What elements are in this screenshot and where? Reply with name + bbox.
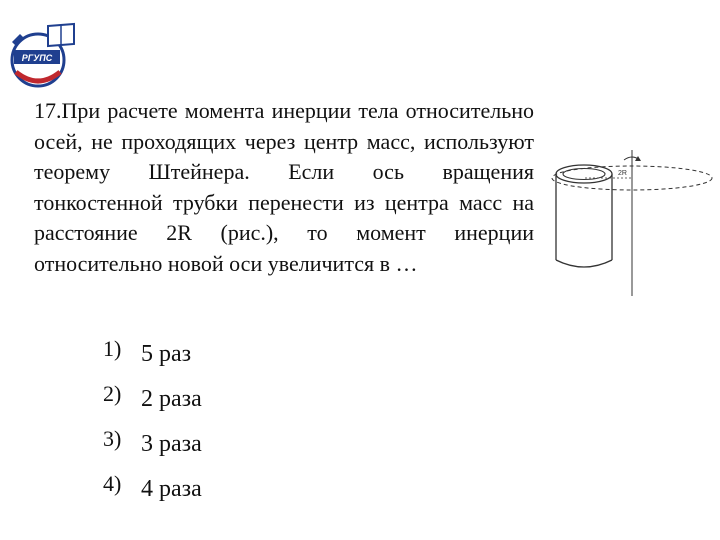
answer-text: 2 раза (141, 386, 202, 412)
answer-number: 1) (103, 336, 122, 361)
answer-number: 2) (103, 381, 122, 406)
answer-option-4[interactable] (103, 467, 202, 512)
question-text: 17.При расчете момента инерции тела относительно осей, не проходящих через центр масс, используют теорему Штейнера. Если ось вращения тонкостенной трубки перенести из центра масс на расстояние 2R (рис.), то момент инерции относительно новой оси увеличится в … (34, 98, 534, 276)
answer-number: 4) (103, 471, 122, 496)
logo-text: РГУПС (21, 53, 53, 63)
answer-number: 3) (103, 426, 122, 451)
university-logo (4, 20, 80, 88)
answer-text: 4 раза (141, 476, 202, 502)
answer-text: 3 раза (141, 431, 202, 457)
logo-emblem (4, 20, 80, 88)
answer-text: 5 раз (141, 341, 192, 367)
answer-list (103, 332, 202, 512)
distance-label: 2R (618, 170, 627, 177)
tube-bottom-rim (556, 260, 612, 267)
tube-top-outer-rim (556, 165, 612, 183)
tube-figure (548, 140, 720, 302)
rotation-arrowhead (635, 156, 641, 161)
